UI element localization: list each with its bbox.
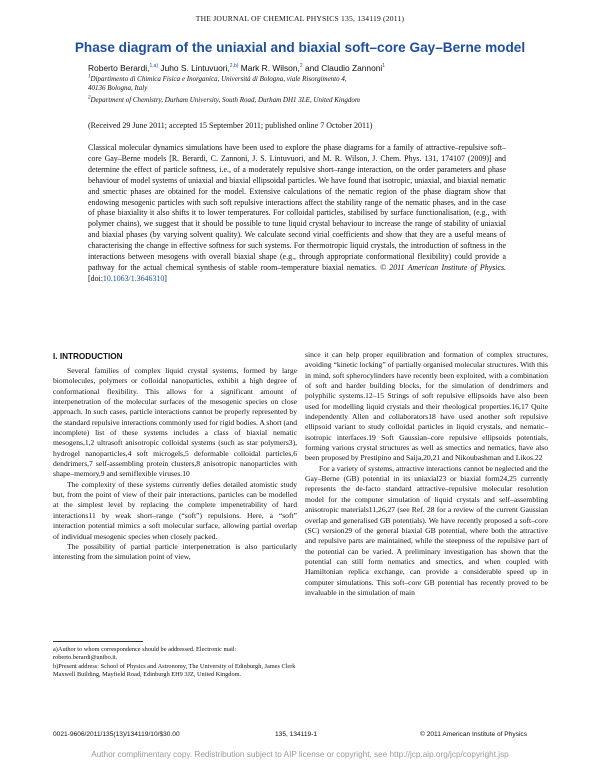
- author-name: and Claudio Zannoni: [302, 63, 383, 73]
- paragraph: Several families of complex liquid crystal systems, formed by large biomolecules, polymers or colloidal nanoparticles, exhibit a high degree of conformational flexibility. This allows for a significant amount of interpenetration of the molecular surfaces of the mesogenic species on close approach. In such cases, particle interactions cannot be properly represented by the standard repulsive interactions commonly used for rigid bodies. A short (and incomplete) list of these systems includes a class of biaxial nematic mesogens,1,2 ultrasoft anisotropic colloidal systems (such as star polymers3), hydrogel nanoparticles,4 soft microgels,5 deformable colloidal particles,6 dendrimers,7 self-assembling protein clusters,8 anisotropic nanoparticles with shape–memory,9 and semiflexible viruses.10: [53, 366, 297, 479]
- footnote-present-address: b)Present address: School of Physics and Astronomy, The University of Edinburgh, James Clerk Maxwell Building, Mayfield Road, Edinburgh EH9 3JZ, United Kingdom.: [53, 662, 296, 678]
- paragraph: For a variety of systems, attractive interactions cannot be neglected and the Gay–Berne (GB) potential in its uniaxial23 or biaxial form24,25 currently represents the de-facto standard attractive–repulsive molecular resolution model for the computer simulation of liquid crystals and self–assembling anisotropic materials11,26,27 (see Ref. 28 for a review of the current Gaussian overlap and generalised GB potentials). We have recently proposed a soft–core (SC) version29 of the general biaxial GB potential, where both the attractive and repulsive parts are maintained, while the steepness of the repulsive part of the potential can be varied. A preliminary investigation has shown that the potential can still form nematics and smectics, and when coupled with Hamiltonian replica exchange, can provide a considerable speed up in computer simulations. This soft–core GB potential has recently proved to be invaluable in the simulation of main: [305, 463, 548, 597]
- footnote-divider: [53, 641, 143, 642]
- body-column-right: [305, 350, 548, 708]
- copyright-banner: Author complimentary copy. Redistribution subject to AIP license or copyright, see http://jcp.aip.org/jcp/copyright.jsp: [91, 750, 509, 759]
- author-name: Juho S. Lintuvuori,: [158, 63, 230, 73]
- publication-dates: (Received 29 June 2011; accepted 15 September 2011; published online 7 October 2011): [88, 121, 373, 130]
- author-affil-mark[interactable]: 1,a): [149, 63, 159, 70]
- abstract-text: Classical molecular dynamics simulations have been used to explore the phase diagrams for a family of attractive–repulsive soft–core Gay–Berne models [R. Berardi, C. Zannoni, J. S. Lintuvuori, and M. R. Wilson, J. Chem. Phys. 131, 174107 (2009)] and determine the effect of particle softness, i.e., of a moderately repulsive short–range interaction, on the order parameters and phase behaviour of model systems of uniaxial and biaxial ellipsoidal particles. We have found that isotropic, uniaxial, and biaxial nematic and smectic phases are obtained for the model. Extensive calculations of the nematic region of the phase diagram show that endowing mesogenic particles with such soft repulsive interactions affect the stability range of the nematic phases, and in the case of phase biaxiality it also shifts it to lower temperatures. For colloidal particles, stabilised by surface functionalisation, (e.g., with polymer chains), we suggest that it should be possible to tune liquid crystal behaviour to increase the range of stability of uniaxial and biaxial phases (by varying solvent quality). We calculate second virial coefficients and show that they are a useful means of characterising the change in effective softness for such systems. For thermotropic liquid crystals, the introduction of softness in the interactions between mesogens with overall biaxial shape (e.g., through appropriate conformational flexibility) could provide a pathway for the actual chemical synthesis of stable room–temperature biaxial nematics.: [88, 143, 506, 272]
- affiliation-1: $^1$Dipartimento di Chimica Fisica e Inorganica, Università di Bologna, viale Risorgimento 4, 40136 Bologna, Italy: [88, 74, 347, 92]
- author-name: Roberto Berardi,: [88, 63, 150, 73]
- author-affil-mark[interactable]: 2: [299, 63, 303, 70]
- footer-page-number: 135, 134119-1: [275, 731, 318, 738]
- author-list: [88, 63, 385, 73]
- body-column-left: [53, 366, 297, 638]
- paper-title: Phase diagram of the uniaxial and biaxial soft–core Gay–Berne model: [74, 40, 526, 55]
- paragraph: The possibility of partial particle interpenetration is also particularly interesting from the simulation point of view,: [53, 541, 297, 562]
- footnotes: [53, 646, 297, 680]
- affiliation-2: $^2$Department of Chemistry, Durham University, South Road, Durham DH1 3LE, United Kingdom: [88, 95, 360, 104]
- footer-copyright: © 2011 American Institute of Physics: [420, 731, 527, 738]
- footer-issn: 0021-9606/2011/135(13)/134119/10/$30.00: [53, 731, 180, 738]
- author-affil-mark[interactable]: 2,b): [229, 63, 239, 70]
- author-affil-mark[interactable]: 1: [382, 63, 386, 70]
- author-name: Mark R. Wilson,: [238, 63, 300, 73]
- paragraph: The complexity of these systems currently defies detailed atomistic study but, from the point of view of their pair interactions, particles can be modelled at the simplest level by replacing the complete impenetrability of hard interactions11 by weak short–range (“soft”) repulsions. Here, a “soft” interaction potential mimics a soft molecular surface, allowing partial overlap of individual mesogenic species when closely packed.: [53, 479, 297, 541]
- journal-header: THE JOURNAL OF CHEMICAL PHYSICS 135, 134119 (2011): [195, 14, 405, 23]
- paragraph: since it can help proper equilibration and formation of complex structures, avoiding “kinetic locking” of partially organised molecular structures. With this in mind, soft spherocylinders have recently been exploited, with a combination of soft and harder building blocks, for the simulation of dendrimers and polyphilic systems.12–15 Strings of soft repulsive ellipsoids have also been used for modelling liquid crystals and their rheological properties.16,17 Quite independently Allen and collaborators18 have used another soft repulsive ellipsoid variant to study colloidal particles in liquid crystals, and nematic–isotropic interfaces.19 Soft Gaussian–core repulsive ellipsoids potentials, forming various crystal structures as well as smectics and nematics, have also been proposed by Prestipino and Saija,20,21 and Nikoubashman and Likos.22: [305, 350, 548, 463]
- section-heading: I. INTRODUCTION: [53, 352, 123, 361]
- doi-link[interactable]: 10.1063/1.3646310: [102, 273, 165, 283]
- copyright-notice: © 2011 American Institute of Physics.: [376, 262, 507, 272]
- footnote-correspondence: a)Author to whom correspondence should be addressed. Electronic mail: roberto.berardi@unibo.it.: [53, 646, 237, 661]
- abstract: Classical molecular dynamics simulations have been used to explore the phase diagrams for a family of attractive–repulsive soft–core Gay–Berne models [R. Berardi, C. Zannoni, J. S. Lintuvuori, and M. R. Wilson, J. Chem. Phys. 131, 174107 (2009)] and determine the effect of particle softness, i.e., of a moderately repulsive short–range interaction, on the order parameters and phase behaviour of model systems of uniaxial and biaxial ellipsoidal particles. We have found that isotropic, uniaxial, and biaxial nematic and smectic phases are obtained for the model. Extensive calculations of the nematic region of the phase diagram show that endowing mesogenic particles with such soft repulsive interactions affect the stability range of the nematic phases, and in the case of phase biaxiality it also shifts it to lower temperatures. For colloidal particles, stabilised by surface functionalisation, (e.g., with polymer chains), we suggest that it should be possible to tune liquid crystal behaviour to increase the range of stability of uniaxial and biaxial phases (by varying solvent quality). We calculate second virial coefficients and show that they are a useful means of characterising the change in effective softness for such systems. For thermotropic liquid crystals, the introduction of softness in the interactions between mesogens with overall biaxial shape (e.g., through appropriate conformational flexibility) could provide a pathway for the actual chemical synthesis of stable room–temperature biaxial nematics. © 2011 American Institute of Physics. [doi:10.1063/1.3646310]: [88, 143, 507, 283]
